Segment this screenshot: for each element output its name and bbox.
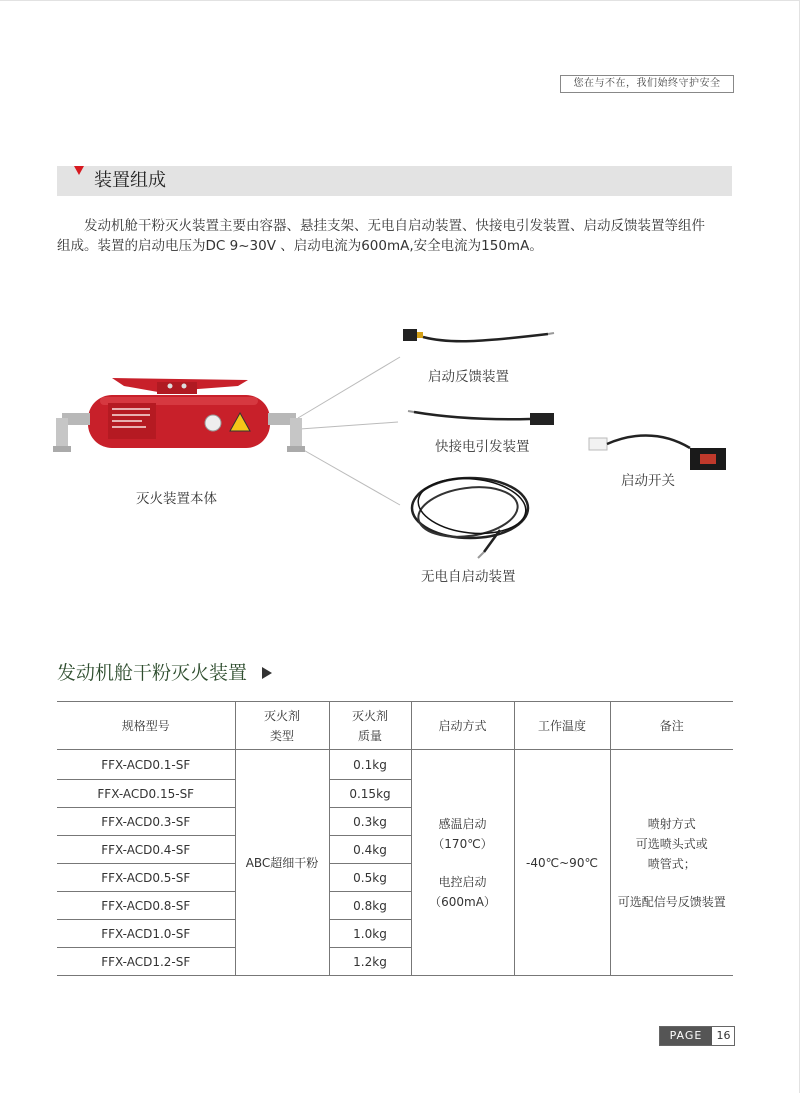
leader-line-feedback (298, 357, 400, 418)
model-cell: FFX-ACD1.0-SF (57, 920, 235, 948)
agent-type-cell: ABC超细干粉 (235, 750, 329, 976)
red-triangle-icon (74, 166, 84, 175)
extinguisher-body-label: 灭火装置本体 (136, 491, 217, 507)
note-line4: 可选配信号反馈装置 (617, 894, 726, 909)
header-note: 备注 (610, 702, 733, 750)
mass-cell: 0.5kg (329, 864, 411, 892)
header-agent-type (235, 702, 329, 750)
start-method-line3: 电控启动 (438, 874, 487, 889)
leader-line-selfstart (300, 448, 400, 505)
header-slogan: 您在与不在，我们始终守护安全 (560, 75, 734, 93)
table-row (57, 750, 733, 780)
model-cell: FFX-ACD0.15-SF (57, 780, 235, 808)
start-method-spacer (412, 854, 514, 872)
self-start-device-label: 无电自启动装置 (421, 569, 516, 585)
component-illustration (0, 300, 800, 600)
component-diagram (0, 300, 800, 600)
spec-table (57, 701, 733, 976)
mass-cell: 0.8kg (329, 892, 411, 920)
model-cell: FFX-ACD0.5-SF (57, 864, 235, 892)
model-cell: FFX-ACD1.2-SF (57, 948, 235, 976)
intro-line-1: 发动机舱干粉灭火装置主要由容器、悬挂支架、无电自启动装置、快接电引发装置、启动反馈装置等组件 (84, 218, 705, 234)
starting-switch-label: 启动开关 (621, 473, 675, 489)
section-title: 装置组成 (94, 170, 166, 191)
mass-cell: 0.4kg (329, 836, 411, 864)
quick-connect-device-label: 快接电引发装置 (435, 439, 530, 455)
note-cell (610, 750, 733, 976)
header-model: 规格型号 (57, 702, 235, 750)
starting-switch-image (589, 436, 726, 471)
self-start-device-image (412, 474, 529, 558)
note-line3: 喷管式； (647, 856, 696, 871)
extinguisher-body-image (53, 378, 305, 452)
feedback-device-image (403, 329, 554, 341)
model-cell: FFX-ACD0.8-SF (57, 892, 235, 920)
header-agent-mass (329, 702, 411, 750)
note-spacer (611, 874, 734, 892)
table-header-row (57, 702, 733, 750)
start-method-line4: （600mA） (429, 894, 496, 909)
working-temp-cell: -40℃~90℃ (514, 750, 610, 976)
header-agent-type-line2: 类型 (269, 728, 294, 743)
header-agent-mass-line2: 质量 (357, 728, 382, 743)
mass-cell: 1.0kg (329, 920, 411, 948)
model-cell: FFX-ACD0.1-SF (57, 750, 235, 780)
start-method-cell (411, 750, 514, 976)
mass-cell: 0.3kg (329, 808, 411, 836)
feedback-device-label: 启动反馈装置 (428, 369, 509, 385)
mass-cell: 0.15kg (329, 780, 411, 808)
quick-connect-device-image (408, 411, 554, 425)
header-agent-mass-line1: 灭火剂 (351, 708, 388, 723)
page-top-border (0, 0, 800, 1)
note-line1: 喷射方式 (647, 816, 696, 831)
note-line2: 可选喷头式或 (635, 836, 708, 851)
model-cell: FFX-ACD0.3-SF (57, 808, 235, 836)
mass-cell: 0.1kg (329, 750, 411, 780)
intro-paragraph (57, 216, 735, 256)
leader-line-quick (300, 422, 398, 429)
page-number: 16 (716, 1029, 731, 1042)
intro-line-2: 组成。装置的启动电压为DC 9~30V 、启动电流为600mA,安全电流为150mA。 (57, 238, 543, 254)
header-start-method: 启动方式 (411, 702, 514, 750)
start-method-line1: 感温启动 (438, 816, 487, 831)
play-arrow-icon (262, 667, 272, 679)
header-working-temp: 工作温度 (514, 702, 610, 750)
product-title: 发动机舱干粉灭火装置 (57, 662, 248, 684)
model-cell: FFX-ACD0.4-SF (57, 836, 235, 864)
header-agent-type-line1: 灭火剂 (263, 708, 300, 723)
mass-cell: 1.2kg (329, 948, 411, 976)
start-method-line2: （170℃） (432, 836, 493, 851)
page-label: PAGE (660, 1027, 712, 1045)
page-indicator (659, 1026, 735, 1046)
